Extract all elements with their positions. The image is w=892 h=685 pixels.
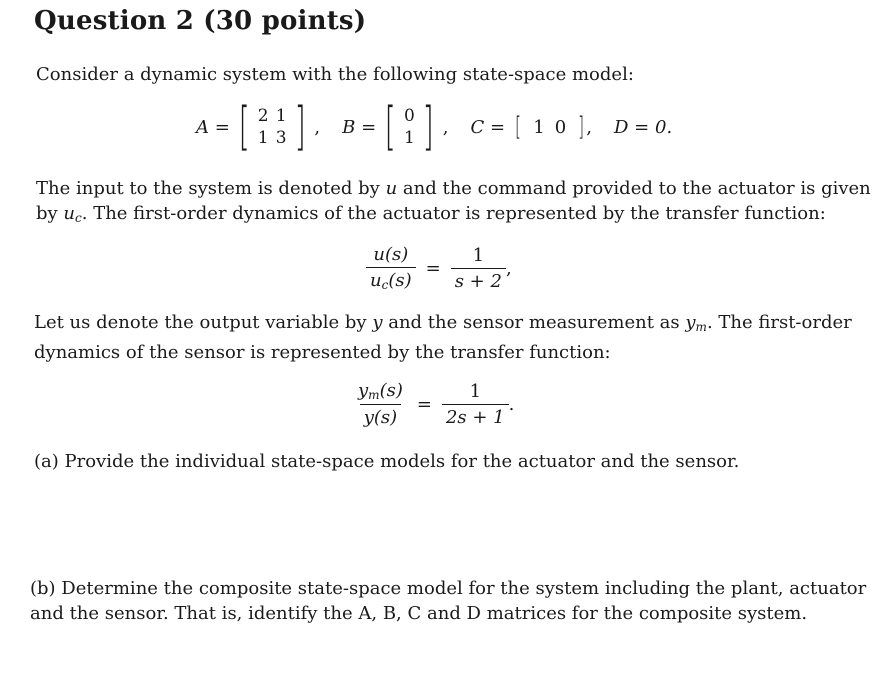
matrix-b-entry: 1 xyxy=(404,128,415,148)
math-var: u xyxy=(63,203,76,224)
denominator: y(s) xyxy=(360,404,401,428)
equals-sign: = xyxy=(416,393,432,415)
text-run: and the sensor. That is, identify the A, B, C and D matrices for the composite system. xyxy=(30,603,808,624)
matrix-b-entries xyxy=(400,105,418,149)
matrix-c-label: C = xyxy=(470,116,506,138)
fraction-left xyxy=(354,380,407,428)
part-a-text: (a) Provide the individual state-space models for the actuator and the sensor. xyxy=(34,451,740,472)
matrix-a-entry: 3 xyxy=(275,128,287,148)
matrix-c-entry: 1 xyxy=(533,116,545,138)
text-run: . The first-order dynamics of the actuator is represented by the transfer function: xyxy=(81,203,826,224)
numerator: $y_m(s)$ xyxy=(358,380,403,402)
right-bracket: ] xyxy=(294,97,306,157)
matrix-a xyxy=(234,97,311,157)
text-run: . The first-order xyxy=(706,312,852,333)
matrix-a-label: A = xyxy=(196,116,230,138)
denominator: 2s + 1 xyxy=(442,404,509,428)
text-run: and the sensor measurement as xyxy=(382,312,686,333)
actuator-transfer-function xyxy=(366,244,512,292)
math-subscript: c xyxy=(75,211,82,225)
text-run: (b) Determine the composite state-space model for the system including the plant, actuator xyxy=(30,578,867,599)
output-paragraph xyxy=(34,310,852,365)
matrix-d: D = 0. xyxy=(614,116,673,138)
trailing-punct: , xyxy=(505,257,512,279)
numerator: 1 xyxy=(469,380,482,402)
part-b-text xyxy=(30,576,866,626)
right-bracket: ] xyxy=(423,97,435,157)
matrix-b xyxy=(380,97,439,157)
sensor-transfer-function xyxy=(354,380,514,428)
text-run: The input to the system is denoted by xyxy=(36,178,386,199)
matrix-b-entry: 0 xyxy=(404,106,415,126)
matrix-b-label: B = xyxy=(342,116,377,138)
fraction-left xyxy=(366,244,416,292)
input-paragraph xyxy=(36,176,871,231)
text-run: dynamics of the sensor is represented by the transfer function: xyxy=(34,342,611,363)
math-var: u xyxy=(385,178,398,199)
math-subscript: m xyxy=(695,320,707,334)
separator-comma: , xyxy=(586,116,593,138)
matrix-c xyxy=(513,112,586,142)
math-var: y xyxy=(372,312,383,333)
fraction-right xyxy=(442,381,509,428)
numerator: u(s) xyxy=(373,244,409,265)
denominator: s + 2 xyxy=(451,268,506,292)
math-var: y xyxy=(685,312,696,333)
left-bracket: [ xyxy=(384,97,396,157)
text-run: Let us denote the output variable by xyxy=(34,312,373,333)
text-run: and the command provided to the actuator is given xyxy=(397,178,871,199)
matrix-c-entry: 0 xyxy=(554,116,567,138)
left-bracket: [ xyxy=(515,112,522,142)
denominator: $u_c(s)$ xyxy=(366,267,416,292)
equals-sign: = xyxy=(425,257,441,279)
question-title: Question 2 (30 points) xyxy=(34,6,367,36)
separator-comma: , xyxy=(442,116,449,138)
trailing-punct: . xyxy=(508,393,515,415)
state-space-matrices xyxy=(196,97,672,157)
right-bracket: ] xyxy=(578,112,585,142)
separator-comma: , xyxy=(314,116,321,138)
matrix-a-entries xyxy=(254,105,290,149)
matrix-a-entry: 1 xyxy=(257,128,269,148)
text-run: by xyxy=(36,203,64,224)
matrix-a-entry: 2 xyxy=(257,106,269,126)
numerator: 1 xyxy=(472,244,485,266)
matrix-a-entry: 1 xyxy=(275,106,287,126)
intro-text: Consider a dynamic system with the following state-space model: xyxy=(36,64,634,85)
fraction-right xyxy=(451,245,506,292)
left-bracket: [ xyxy=(238,97,250,157)
